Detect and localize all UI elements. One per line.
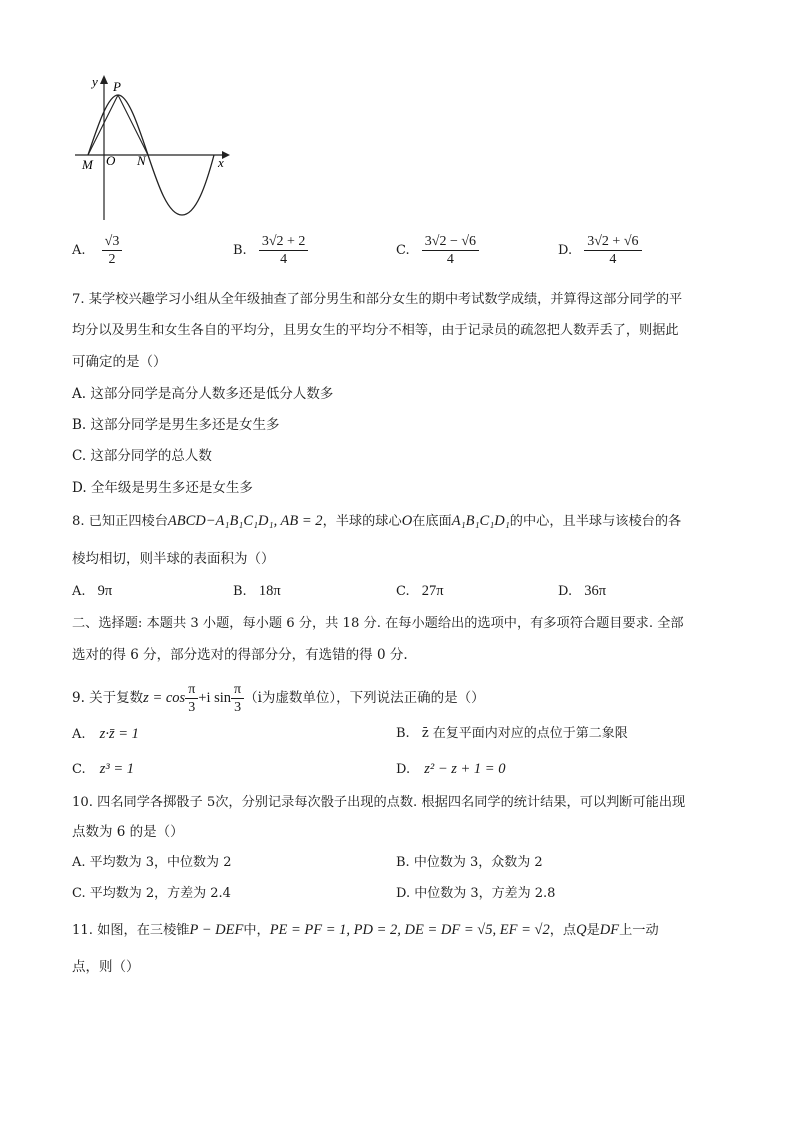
label-x: x — [218, 155, 224, 170]
q11-point: Q — [576, 922, 587, 938]
q8-stem-line-2: 棱均相切，则半球的表面积为（） — [72, 551, 275, 567]
q9-stem: 9. 关于复数z = cos $\frac{\pi}{3}$ +i sin $\frac{\pi}{3}$ （i为虚数单位），下列说法正确的是（） — [72, 682, 485, 715]
q8-option-b[interactable]: B. 18π — [233, 583, 281, 599]
q10-option-b[interactable]: B. 中位数为 3，众数为 2 — [396, 855, 543, 870]
q9-option-c[interactable]: C. z³ = 1 — [72, 761, 135, 777]
q8-stem-line-1: 8. 已知正四棱台ABCD−A₁B₁C₁D₁, AB = 2，半球的球心O在底面A₁B₁C₁D₁的中心，且半球与该棱台的各 — [72, 513, 682, 529]
q6-a-denominator: 2 — [108, 252, 116, 267]
q7-option-b[interactable]: B. 这部分同学是男生多还是女生多 — [72, 417, 280, 433]
q6-option-c[interactable]: C. $\frac{3√2 - √6}{4}$ — [396, 233, 479, 268]
q11-stem-line-2: 点，则（） — [72, 959, 140, 975]
label-n: N — [137, 153, 146, 168]
q9-option-d[interactable]: D. z² − z + 1 = 0 — [396, 761, 506, 777]
q11-segment: DF — [599, 922, 620, 938]
q11-solid: P − DEF — [189, 922, 244, 938]
q6-d-denominator: 4 — [609, 252, 617, 267]
label-y: y — [92, 74, 98, 89]
q8-option-d[interactable]: D. 36π — [558, 583, 607, 599]
q10-stem-line-1: 10. 四名同学各掷骰子 5次，分别记录每次骰子出现的点数. 根据四名同学的统计结果，可以判断可能出现 — [72, 795, 686, 810]
q8-solid: ABCD−A₁B₁C₁D₁, AB = 2 — [167, 513, 323, 529]
q7-stem-line-1: 7. 某学校兴趣学习小组从全年级抽查了部分男生和部分女生的期中考试数学成绩，并算得这部分同学的平 — [72, 292, 683, 307]
label-p: P — [113, 79, 121, 94]
segment-pm — [88, 95, 118, 155]
q7-stem-line-2: 均分以及男生和女生各自的平均分，且男女生的平均分不相等，由于记录员的疏忽把人数弄丢了，则据此 — [72, 323, 679, 338]
q7-option-a[interactable]: A. 这部分同学是高分人数多还是低分人数多 — [72, 386, 334, 402]
q8-option-a[interactable]: A. 9π — [72, 583, 113, 599]
y-axis-arrow — [100, 75, 108, 84]
q6-c-denominator: 4 — [446, 252, 454, 267]
q10-stem-line-2: 点数为 6 的是（） — [72, 824, 184, 840]
label-m: M — [82, 157, 93, 172]
q9-option-a[interactable]: A. z·z̄ = 1 — [72, 726, 139, 742]
label-o: O — [106, 153, 116, 168]
q10-option-d[interactable]: D. 中位数为 3，方差为 2.8 — [396, 886, 556, 901]
q7-option-c[interactable]: C. 这部分同学的总人数 — [72, 448, 212, 464]
section2-instructions-line-2: 选对的得 6 分，部分选对的得部分分，有选错的得 0 分. — [72, 647, 408, 663]
q6-option-d[interactable]: D. $\frac{3√2 + √6}{4}$ — [558, 233, 642, 268]
q9-lhs: z = cos — [143, 690, 186, 706]
q6-c-numerator: 3√2 − √6 — [422, 233, 479, 251]
q11-conditions: PE = PF = 1, PD = 2, DE = DF = √5, EF = √2 — [269, 922, 550, 938]
q7-option-d[interactable]: D. 全年级是男生多还是女生多 — [72, 480, 253, 496]
segment-pn — [118, 95, 148, 155]
q6-option-a[interactable]: A. $\frac{√3}{2}$ — [72, 233, 122, 268]
q7-stem-line-3: 可确定的是（） — [72, 354, 167, 370]
q9-option-b[interactable]: B. z̄ 在复平面内对应的点位于第二象限 — [396, 726, 628, 741]
q6-option-b[interactable]: B. $\frac{3√2 + 2}{4}$ — [233, 233, 308, 268]
section2-instructions-line-1: 二、选择题: 本题共 3 小题，每小题 6 分，共 18 分. 在每小题给出的选项中，有多项符合题目要求. 全部 — [72, 616, 684, 631]
q11-stem-line-1: 11. 如图，在三棱锥P − DEF中，PE = PF = 1, PD = 2, DE = DF = √5, EF = √2，点Q是DF上一动 — [72, 922, 659, 938]
sine-graph-figure — [70, 70, 240, 225]
q6-b-denominator: 4 — [280, 252, 288, 267]
q10-option-a[interactable]: A. 平均数为 3，中位数为 2 — [72, 855, 232, 870]
q8-option-c[interactable]: C. 27π — [396, 583, 444, 599]
q6-b-numerator: 3√2 + 2 — [259, 233, 309, 251]
q8-center: O — [401, 513, 413, 529]
q6-d-numerator: 3√2 + √6 — [584, 233, 641, 251]
q8-face: A₁B₁C₁D₁ — [451, 513, 510, 529]
q10-option-c[interactable]: C. 平均数为 2，方差为 2.4 — [72, 886, 231, 901]
q6-a-numerator: √3 — [102, 233, 123, 251]
